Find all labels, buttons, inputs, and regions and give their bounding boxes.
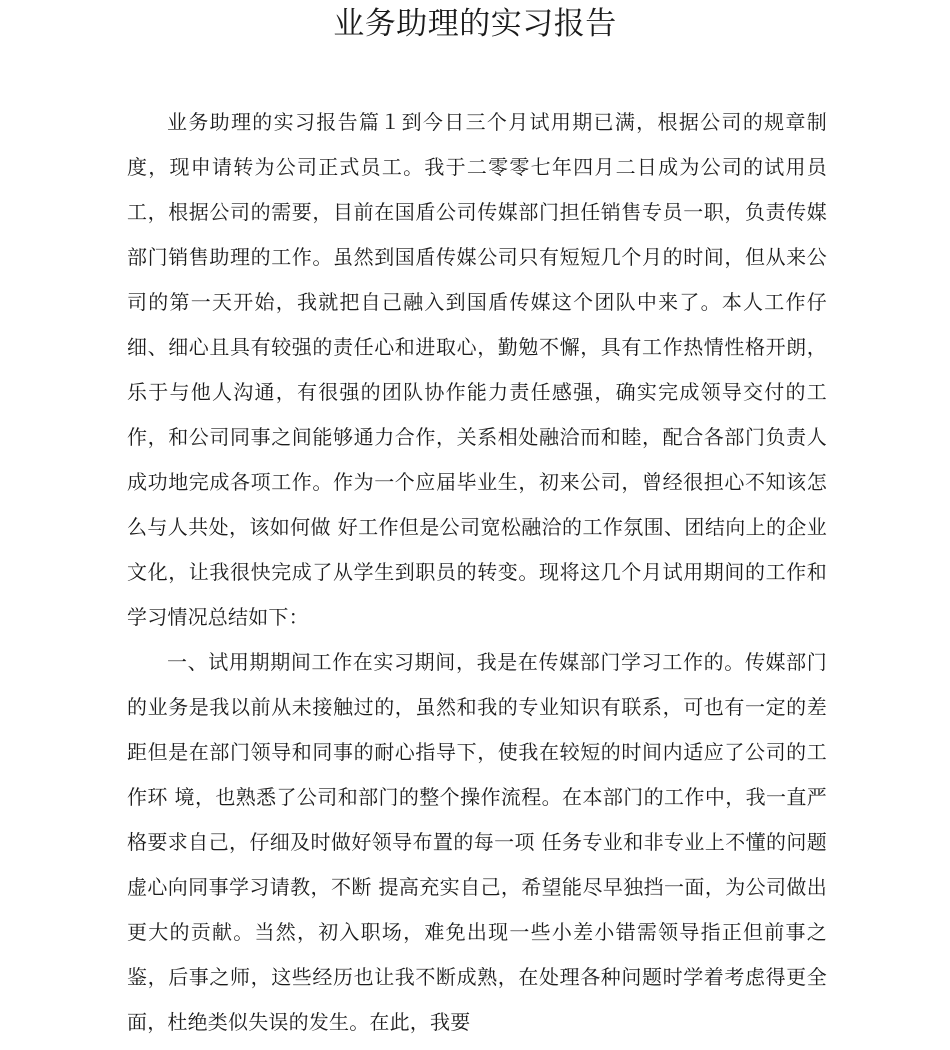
document-title: 业务助理的实习报告 <box>333 6 617 42</box>
paragraph-1: 业务助理的实习报告篇１到今日三个月试用期已满，根据公司的规章制度，现申请转为公司正式员工。我于二零零七年四月二日成为公司的试用员工，根据公司的需要，目前在国盾公司传媒部门担任销售专员一职，负责传媒部门销售助理的工作。虽然到国盾传媒公司只有短短几个月的时间，但从来公司的第一天开始，我就把自己融入到国盾传媒这个团队中来了。本人工作仔细、细心且具有较强的责任心和进取心，勤勉不懈，具有工作热情性格开朗，乐于与他人沟通，有很强的团队协作能力责任感强，确实完成领导交付的工作，和公司同事之间能够通力合作，关系相处融洽而和睦，配合各部门负责人成功地完成各项工作。作为一个应届毕业生，初来公司，曾经很担心不知该怎么与人共处，该如何做 好工作但是公司宽松融洽的工作氛围、团结向上的企业文化，让我很快完成了从学生到职员的转变。现将这几个月试用期间的工作和学习情况总结如下： <box>127 110 827 629</box>
paragraph-2: 一、试用期期间工作在实习期间，我是在传媒部门学习工作的。传媒部门的业务是我以前从未接触过的，虽然和我的专业知识有联系，可也有一定的差距但是在部门领导和同事的耐心指导下，使我在较短的时间内适应了公司的工作环 境，也熟悉了公司和部门的整个操作流程。在本部门的工作中，我一直严格要求自己，仔细及时做好领导布置的每一项 任务专业和非专业上不懂的问题虚心向同事学习请教，不断 提高充实自己，希望能尽早独挡一面，为公司做出更大的贡献。当然，初入职场，难免出现一些小差小错需领导指正但前事之鉴，后事之师，这些经历也让我不断成熟，在处理各种问题时学着考虑得更全面，杜绝类似失误的发生。在此，我要 <box>127 650 827 1034</box>
document-body <box>127 100 827 1045</box>
